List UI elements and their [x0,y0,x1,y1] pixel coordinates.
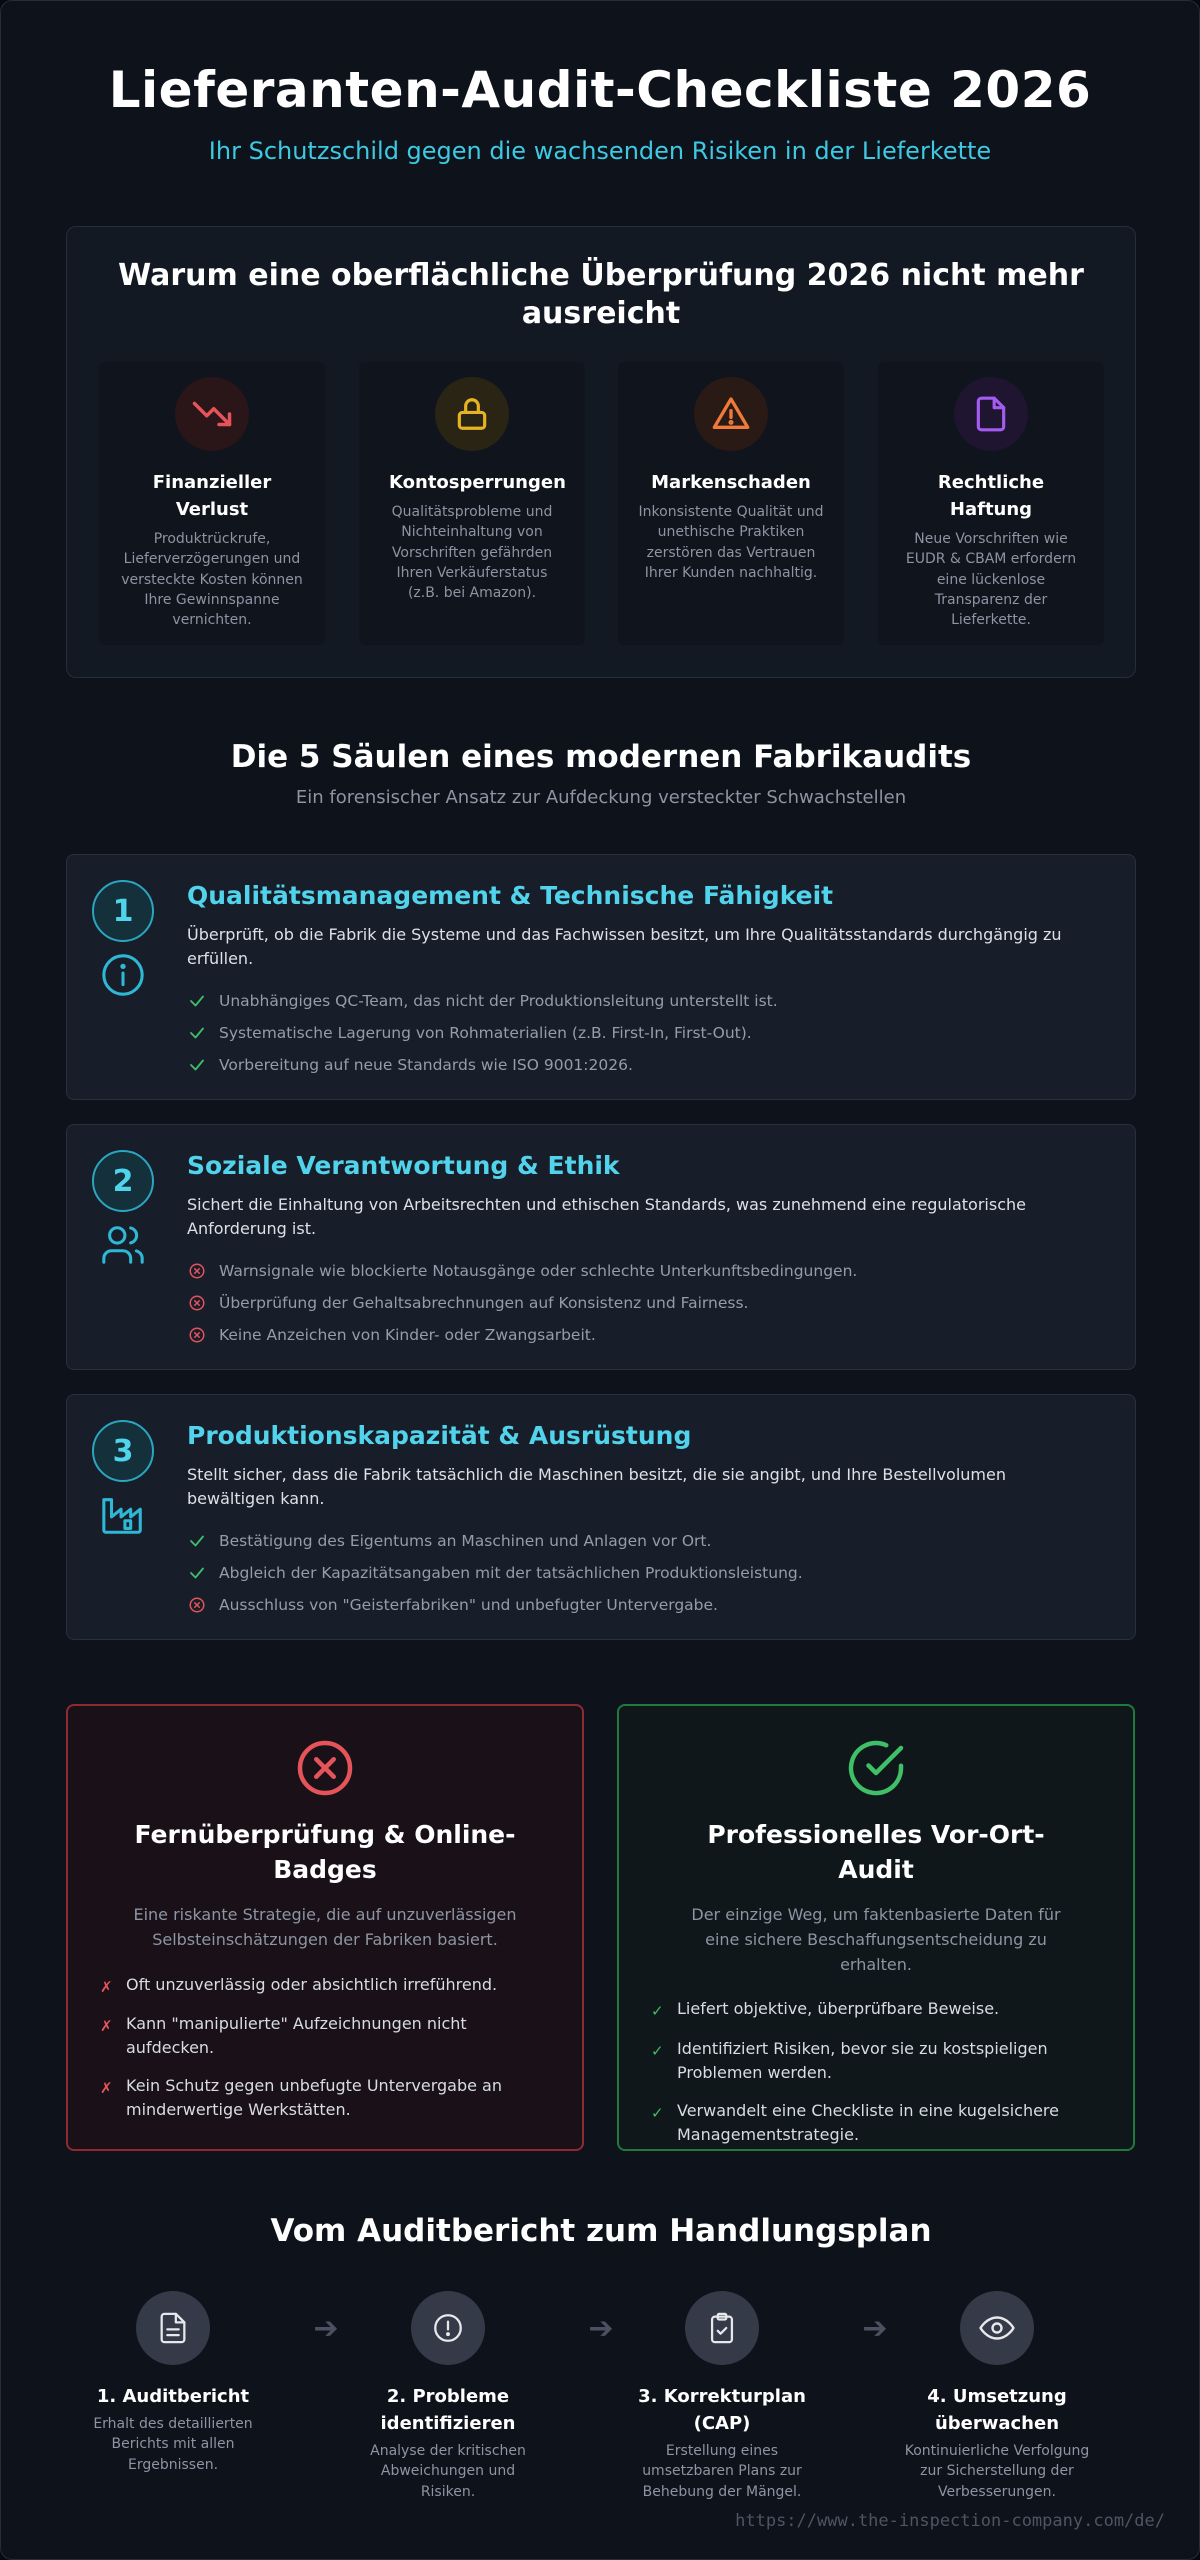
list-item [651,2099,1101,2147]
cross-mark-icon: ✗ [100,2017,113,2036]
step-title: 3. Korrekturplan (CAP) [638,2386,806,2434]
lock-icon [435,377,509,451]
list-item-text: Identifiziert Risiken, bevor sie zu kostspieligen Problemen werden. [677,2038,1048,2082]
list-item-text: Vorbereitung auf neue Standards wie ISO 9001:2026. [219,1056,633,1074]
pillar-description: Sichert die Einhaltung von Arbeitsrechten und ethischen Standards, was zunehmend eine regulatorische Anforderung ist. [187,1195,1026,1238]
list-item-text: Abgleich der Kapazitätsangaben mit der tatsächlichen Produktionsleistung. [219,1564,803,1582]
step-text: Erhalt des detaillierten Berichts mit allen Ergebnissen. [93,2416,253,2473]
check-mark-icon: ✓ [651,2002,664,2021]
check-mark-icon: ✓ [651,2103,664,2122]
list-item [187,1589,803,1621]
plan-steps [66,2291,1136,2511]
cross-circle-icon [187,1261,207,1281]
why-section [66,226,1136,678]
step-title: 4. Umsetzung überwachen [927,2386,1067,2434]
list-item [100,2074,550,2122]
check-icon [187,1563,207,1583]
list-item-text: Kein Schutz gegen unbefugte Untervergabe an minderwertige Werkstätten. [126,2076,502,2120]
factory-icon [100,1492,146,1538]
step-text: Kontinuierliche Verfolgung zur Sicherstellung der Verbesserungen. [904,2443,1090,2500]
pillar-capacity [66,1394,1136,1640]
list-item [187,1557,803,1589]
list-item [187,985,778,1017]
risk-card-text: Qualitätsprobleme und Nichteinhaltung von Vorschriften gefährden Ihren Verkäuferstatus (z.B. bei Amazon). [391,504,553,602]
step-audit-report [66,2291,280,2475]
check-icon [187,991,207,1011]
list-item-text: Ausschluss von "Geisterfabriken" und unbefugter Untervergabe. [219,1596,718,1614]
x-circle-icon [295,1738,355,1798]
plan-title: Vom Auditbericht zum Handlungsplan [270,2213,932,2249]
list-item-text: Überprüfung der Gehaltsabrechnungen auf Konsistenz und Fairness. [219,1294,749,1312]
pillar-social [66,1124,1136,1370]
cross-circle-icon [187,1595,207,1615]
list-item-text: Kann "manipulierte" Aufzeichnungen nicht aufdecken. [126,2014,467,2058]
footer-url: https://www.the-inspection-company.com/de/ [735,2511,1165,2531]
info-icon [100,952,146,998]
cross-circle-icon [187,1293,207,1313]
onsite-audit-desc: Der einzige Weg, um faktenbasierte Daten für eine sichere Beschaffungsentscheidung zu erhalten. [691,1905,1061,1974]
cross-mark-icon: ✗ [100,1977,113,1996]
onsite-audit-card [617,1704,1135,2151]
cross-mark-icon: ✗ [100,2079,113,2098]
risk-card-brand-damage [618,362,844,645]
risk-card-title: Markenschaden [651,472,811,493]
list-item [651,2037,1101,2085]
risk-card-legal-liability [878,362,1104,645]
list-item [187,1319,857,1351]
pillar-description: Stellt sicher, dass die Fabrik tatsächlich die Maschinen besitzt, die sie angibt, und Ihre Bestellvolumen bewältigen kann. [187,1465,1006,1508]
pillars-title: Die 5 Säulen eines modernen Fabrikaudits [230,739,972,775]
step-corrective-plan [615,2291,829,2502]
risk-card-text: Neue Vorschriften wie EUDR & CBAM erfordern eine lückenlose Transparenz der Lieferkette. [905,531,1077,629]
risk-cards [99,362,1105,645]
step-text: Erstellung eines umsetzbaren Plans zur Behebung der Mängel. [642,2443,802,2500]
step-title: 2. Probleme identifizieren [380,2386,516,2434]
pillar-title: Soziale Verantwortung & Ethik [187,1151,620,1180]
check-circle-icon [846,1738,906,1798]
pillar-number: 1 [92,880,154,942]
risk-card-text: Inkonsistente Qualität und unethische Praktiken zerstören das Vertrauen Ihrer Kunden nachhaltig. [638,504,824,581]
check-icon [187,1531,207,1551]
page-title: Lieferanten-Audit-Checkliste 2026 [108,61,1092,119]
arrow-right-icon: ➔ [862,2311,888,2346]
check-mark-icon: ✓ [651,2041,664,2060]
pillar-checklist [187,985,778,1081]
trending-down-icon [175,377,249,451]
document-icon [954,377,1028,451]
list-item [187,1017,778,1049]
list-item [187,1049,778,1081]
risk-card-text: Produktrückrufe, Lieferverzögerungen und versteckte Kosten können Ihre Gewinnspanne vernichten. [121,531,303,629]
list-item-text: Unabhängiges QC-Team, das nicht der Produktionsleitung unterstellt ist. [219,992,778,1010]
list-item-text: Keine Anzeichen von Kinder- oder Zwangsarbeit. [219,1326,596,1344]
arrow-right-icon: ➔ [313,2311,339,2346]
remote-check-title: Fernüberprüfung & Online-Badges [134,1820,516,1884]
pillar-checklist [187,1525,803,1621]
pillar-checklist [187,1255,857,1351]
list-item-text: Liefert objektive, überprüfbare Beweise. [677,1999,1000,2019]
onsite-audit-title: Professionelles Vor-Ort-Audit [707,1820,1045,1884]
step-identify-problems [341,2291,555,2502]
risk-card-title: Rechtliche Haftung [937,472,1045,520]
list-item [100,1973,550,1999]
clipboard-check-icon [685,2291,759,2365]
list-item [100,2012,550,2060]
list-item [187,1255,857,1287]
pillars-subtitle: Ein forensischer Ansatz zur Aufdeckung versteckter Schwachstellen [295,787,907,808]
list-item [187,1287,857,1319]
why-title: Warum eine oberflächliche Überprüfung 2026 nicht mehr ausreicht [118,258,1084,332]
list-item-text: Systematische Lagerung von Rohmaterialien (z.B. First-In, First-Out). [219,1024,752,1042]
risk-card-title: Kontosperrungen [389,472,566,493]
list-item-text: Warnsignale wie blockierte Notausgänge oder schlechte Unterkunftsbedingungen. [219,1262,858,1280]
eye-icon [960,2291,1034,2365]
cross-circle-icon [187,1325,207,1345]
onsite-audit-list [619,1997,1133,2147]
step-title: 1. Auditbericht [96,2386,250,2407]
list-item [651,1997,1101,2023]
list-item [187,1525,803,1557]
check-icon [187,1023,207,1043]
pillar-quality [66,854,1136,1100]
pillar-number: 3 [92,1420,154,1482]
remote-check-desc: Eine riskante Strategie, die auf unzuverlässigen Selbsteinschätzungen der Fabriken basiert. [133,1905,517,1949]
alert-icon [411,2291,485,2365]
remote-check-card [66,1704,584,2151]
warning-icon [694,377,768,451]
check-icon [187,1055,207,1075]
remote-check-list [68,1973,582,2123]
risk-card-title: Finanzieller Verlust [152,472,272,520]
list-item-text: Bestätigung des Eigentums an Maschinen und Anlagen vor Ort. [219,1532,712,1550]
pillar-description: Überprüft, ob die Fabrik die Systeme und das Fachwissen besitzt, um Ihre Qualitätsstandards durchgängig zu erfüllen. [187,925,1062,968]
users-icon [100,1222,146,1268]
step-monitor-implementation [890,2291,1104,2502]
risk-card-account-suspension [359,362,585,645]
arrow-right-icon: ➔ [588,2311,614,2346]
list-item-text: Oft unzuverlässig oder absichtlich irreführend. [126,1974,498,1994]
list-item-text: Verwandelt eine Checkliste in eine kugelsichere Managementstrategie. [677,2100,1059,2144]
header [1,1,1199,165]
step-text: Analyse der kritischen Abweichungen und Risiken. [370,2443,526,2500]
report-icon [136,2291,210,2365]
risk-card-financial-loss [99,362,325,645]
pillar-title: Qualitätsmanagement & Technische Fähigkeit [187,881,834,910]
page-subtitle: Ihr Schutzschild gegen die wachsenden Risiken in der Lieferkette [208,137,992,165]
pillar-title: Produktionskapazität & Ausrüstung [187,1421,692,1450]
pillar-number: 2 [92,1150,154,1212]
